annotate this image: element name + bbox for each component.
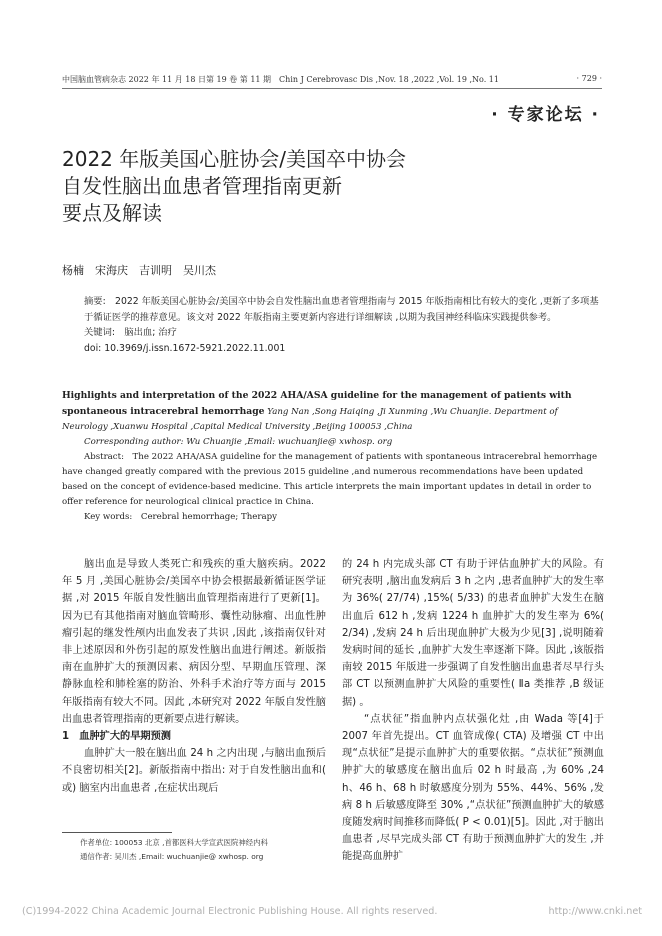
copyright-line [22, 906, 642, 917]
title-line-1: 2022 年版美国心脏协会/美国卒中协会 [62, 147, 406, 171]
title-line-2: 自发性脑出血患者管理指南更新 [62, 174, 342, 198]
author-unit: 作者单位: 100053 北京 ,首都医科大学宣武医院神经内科 [80, 838, 268, 847]
corresponding-author: Corresponding author: Wu Chuanjie ,Email: wuchuanjie@ xwhosp. org [84, 437, 393, 447]
english-title: Highlights and interpretation of the 2022 AHA/ASA guideline for the management of patients with spontaneous intracerebral hemorrhage [62, 390, 572, 417]
column-name: · 专家论坛 · [491, 105, 600, 125]
right-paragraph-2: “点状征”指血肿内点状强化灶 ,由 Wada 等[4]于 2007 年首先提出。CT 血管成像( CTA) 及增强 CT 中出现“点状征”是提示血肿扩大的重要依据。“点状征”预测血肿扩大的敏感度在脑出血后 02 h 时最高 ,为 60% ,24 h、46 h、68 h 时敏感度分别为 55%、44%、56% ,发病 8 h 后敏感度降至 30% ,“点状征”预测血肿扩大的敏感度随发病时间推移而降低( P < 0.01)[5]。因此 ,对于脑出血患者 ,尽早完成头部 CT 有助于预测血肿扩大的发生 ,并能提高血肿扩 [342, 713, 604, 863]
title-line-3: 要点及解读 [62, 201, 162, 225]
footnote [80, 836, 340, 864]
authors: 杨楠 宋海庆 吉训明 吴川杰 [62, 264, 216, 277]
english-abstract: Abstract: The 2022 AHA/ASA guideline for the management of patients with spontaneous intracerebral hemorrhage have changed greatly compared with the previous 2015 guideline ,and numerous recommendations have been updated based on the concept of evidence-based medicine. This article interprets the main important updates in detail in order to offer reference for neurological clinical practice in China. [62, 452, 598, 507]
copyright-text: (C)1994-2022 China Academic Journal Electronic Publishing House. All rights reserved. [22, 906, 438, 917]
header-rule [62, 88, 602, 89]
english-keywords: Key words: Cerebral hemorrhage; Therapy [84, 512, 277, 522]
abstract-en [62, 388, 602, 525]
english-affiliation: Yang Nan ,Song Haiqing ,Ji Xunming ,Wu Chuanjie. Department of Neurology ,Xuanwu Hospital ,Capital Medical University ,Beijing 100053 ,China [62, 407, 558, 432]
right-paragraph-1: 的 24 h 内完成头部 CT 有助于评估血肿扩大的风险。有研究表明 ,脑出血发病后 3 h 之内 ,患者血肿扩大的发生率为 36%( 27/74) ,15%( 5/33) 的患者血肿扩大发生在脑出血后 612 h ,发病 1224 h 血肿扩大的发生率为 6%( 2/34) ,发病 24 h 后出现血肿扩大极为少见[3] ,说明随着发病时间的延长 ,血肿扩大发生率逐渐下降。因此 ,该版指南较 2015 年版进一步强调了自发性脑出血患者尽早行头部 CT 以预测血肿扩大风险的重要性( Ⅱa 类推荐 ,B 级证据) 。 [342, 559, 604, 708]
section-1-paragraph: 血肿扩大一般在脑出血 24 h 之内出现 ,与脑出血预后不良密切相关[2]。新版指南中指出: 对于自发性脑出血和( 或) 脑室内出血患者 ,在症状出现后 [62, 748, 326, 794]
keywords-cn: 关键词: 脑出血; 治疗 [84, 327, 177, 338]
body-left-column [62, 556, 326, 797]
section-1-heading: 1 血肿扩大的早期预测 [62, 731, 171, 743]
article-title [62, 146, 482, 227]
abstract-cn-text: 摘要: 2022 年版美国心脏协会/美国卒中协会自发性脑出血患者管理指南与 2015 年版指南相比有较大的变化 ,更新了多项基于循证医学的推荐意见。该文对 2022 年版指南主要更新内容进行详细解读 ,以期为我国神经科临床实践提供参考。 [84, 296, 599, 323]
intro-paragraph: 脑出血是导致人类死亡和残疾的重大脑疾病。2022 年 5 月 ,美国心脏协会/美国卒中协会根据最新循证医学证据 ,对 2015 年版自发性脑出血管理指南进行了更新[1]。因为已有其他指南对脑血管畸形、囊性动脉瘤、出血性肿瘤引起的继发性颅内出血发表了共识 ,因此 ,该指南仅针对非上述原因和外伤引起的原发性脑出血进行阐述。新版指南在血肿扩大的预测因素、病因分型、早期血压管理、深静脉血栓和肺栓塞的防治、外科手术治疗等方面与 2015 年版指南有较大不同。因此 ,本研究对 2022 年版自发性脑出血患者管理指南的更新要点进行解读。 [62, 559, 326, 725]
doi: doi: 10.3969/j.issn.1672-5921.2022.11.001 [84, 342, 286, 354]
running-header [62, 74, 602, 85]
cnki-link[interactable]: http://www.cnki.net [548, 906, 642, 917]
correspondence: 通信作者: 吴川杰 ,Email: wuchuanjie@ xwhosp. org [80, 852, 264, 861]
page-number: · 729 · [576, 74, 602, 83]
journal-citation: 中国脑血管病杂志 2022 年 11 月 18 日第 19 卷 第 11 期 Chin J Cerebrovasc Dis ,Nov. 18 ,2022 ,Vol. 19 ,No. 11 [62, 75, 499, 84]
body-right-column [342, 556, 604, 866]
abstract-cn [84, 294, 602, 356]
footnote-rule [62, 832, 172, 833]
